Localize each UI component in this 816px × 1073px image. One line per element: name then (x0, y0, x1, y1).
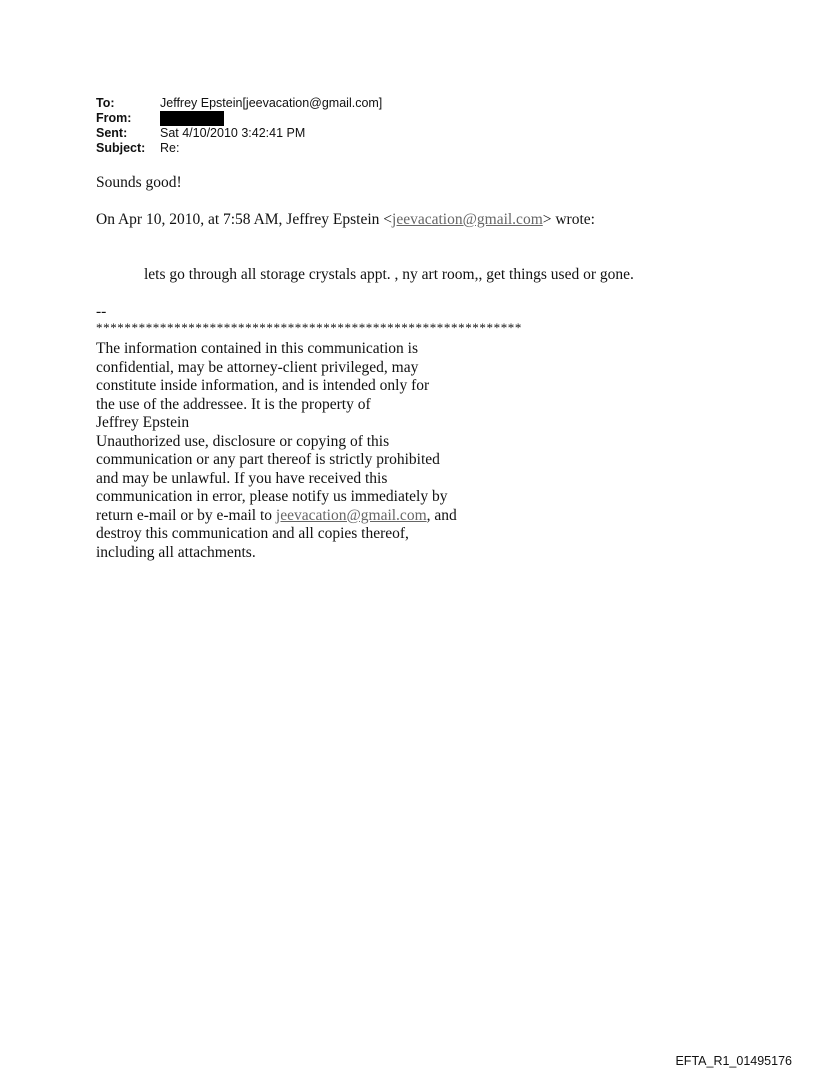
document-id: EFTA_R1_01495176 (675, 1054, 792, 1068)
disclaimer-line10-prefix: return e-mail or by e-mail to (96, 506, 276, 524)
disclaimer-line10-suffix: , and (426, 506, 457, 524)
to-row (96, 96, 382, 111)
disclaimer-line: Unauthorized use, disclosure or copying of this (96, 432, 390, 450)
redaction-block (160, 111, 224, 126)
from-label: From: (96, 111, 132, 125)
quote-suffix: > wrote: (542, 211, 595, 228)
from-row (96, 111, 382, 126)
quoted-message: lets go through all storage crystals appt. , ny art room,, get things used or gone. (144, 266, 634, 283)
quote-prefix: On Apr 10, 2010, at 7:58 AM, Jeffrey Epstein < (96, 211, 393, 228)
disclaimer-line: communication or any part thereof is strictly prohibited (96, 451, 440, 468)
sent-label: Sent: (96, 126, 128, 140)
subject-label: Subject: (96, 141, 146, 155)
disclaimer-line (96, 507, 457, 526)
disclaimer-line: confidential, may be attorney-client privileged, may (96, 358, 419, 376)
disclaimer-line: constitute inside information, and is intended only for (96, 377, 430, 394)
subject-value: Re: (160, 141, 180, 155)
reply-text: Sounds good! (96, 174, 182, 191)
quote-attribution (96, 211, 595, 229)
disclaimer-line: destroy this communication and all copies thereof, (96, 525, 409, 542)
disclaimer-line: the use of the addressee. It is the property of (96, 395, 371, 413)
email-header (96, 96, 382, 156)
disclaimer-line: The information contained in this communication is (96, 340, 418, 357)
sent-value: Sat 4/10/2010 3:42:41 PM (160, 126, 306, 140)
disclaimer-line: Jeffrey Epstein (96, 414, 190, 431)
signature-dash: -- (96, 303, 107, 320)
disclaimer-line: including all attachments. (96, 543, 256, 561)
to-label: To: (96, 96, 115, 110)
sent-row (96, 126, 382, 141)
to-value: Jeffrey Epstein[jeevacation@gmail.com] (160, 96, 383, 110)
signature-stars: ************************************************************ (96, 320, 522, 335)
subject-row (96, 141, 382, 156)
quote-email-link[interactable]: jeevacation@gmail.com (392, 211, 543, 228)
disclaimer-line: communication in error, please notify us immediately by (96, 488, 448, 505)
disclaimer-line: and may be unlawful. If you have received this (96, 469, 388, 487)
disclaimer (96, 340, 457, 562)
disclaimer-email-link[interactable]: jeevacation@gmail.com (275, 506, 427, 524)
